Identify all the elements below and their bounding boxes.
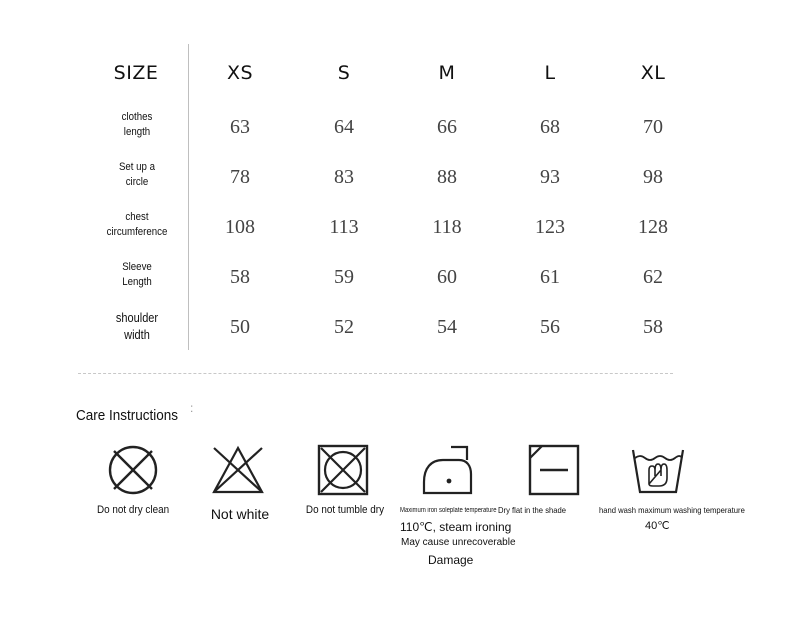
dry-flat-shade-icon [528, 444, 580, 496]
cell-value: 70 [643, 116, 663, 138]
cell-value: 50 [230, 316, 250, 338]
size-s-header: S [337, 62, 351, 84]
cell-value: 60 [437, 266, 457, 288]
iron-damage-label: Damage [428, 553, 474, 567]
no-tumble-dry-icon [317, 444, 369, 496]
iron-warning-label: May cause unrecoverable [401, 537, 516, 548]
section-divider [78, 373, 673, 374]
row-label: shoulder width [115, 311, 159, 342]
care-instructions-title: Care Instructions [76, 407, 179, 424]
dry-flat-shade-label: Dry flat in the shade [498, 505, 567, 515]
cell-value: 118 [432, 216, 462, 238]
hand-wash-icon [631, 446, 685, 496]
cell-value: 128 [638, 216, 668, 238]
table-row-shoulder-width [86, 310, 706, 350]
hand-wash-temp: 40℃ [645, 520, 670, 532]
iron-max-temp-label: Maximum iron soleplate temperature [400, 507, 497, 514]
size-m-header: M [438, 62, 456, 84]
iron-temp-label: 110℃, steam ironing [400, 520, 512, 534]
no-tumble-dry-label: Do not tumble dry [305, 504, 385, 516]
table-row-set-up-a-circle [86, 160, 706, 200]
cell-value: 54 [437, 316, 457, 338]
table-row-sleeve-length [86, 260, 706, 300]
care-title-dots: : [190, 401, 194, 415]
table-row-chest-circumference [86, 210, 706, 250]
cell-value: 58 [230, 266, 250, 288]
size-chart-table [86, 44, 706, 350]
cell-value: 66 [437, 116, 457, 138]
size-header: SIZE [113, 62, 159, 84]
cell-value: 63 [230, 116, 250, 138]
cell-value: 68 [540, 116, 560, 138]
cell-value: 123 [535, 216, 565, 238]
table-row-clothes-length [86, 110, 706, 150]
no-bleach-label: Not white [210, 506, 270, 522]
hand-wash-label: hand wash maximum washing temperature [599, 505, 745, 515]
cell-value: 52 [334, 316, 354, 338]
cell-value: 64 [334, 116, 354, 138]
cell-value: 78 [230, 166, 250, 188]
cell-value: 83 [334, 166, 354, 188]
no-dry-clean-label: Do not dry clean [97, 504, 170, 516]
no-dry-clean-icon [106, 443, 160, 497]
no-bleach-icon [211, 444, 265, 496]
size-xl-header: XL [640, 62, 666, 84]
size-l-header: L [544, 62, 556, 84]
cell-value: 113 [329, 216, 359, 238]
iron-icon [421, 444, 475, 496]
cell-value: 108 [225, 216, 255, 238]
row-label: Sleeve Length [122, 261, 152, 288]
row-label: Set up a circle [118, 161, 156, 188]
cell-value: 62 [643, 266, 663, 288]
size-xs-header: XS [226, 62, 254, 84]
cell-value: 93 [540, 166, 560, 188]
cell-value: 88 [437, 166, 457, 188]
row-label: chest circumference [106, 211, 168, 238]
cell-value: 58 [643, 316, 663, 338]
cell-value: 98 [643, 166, 663, 188]
cell-value: 59 [334, 266, 354, 288]
cell-value: 61 [540, 266, 560, 288]
cell-value: 56 [540, 316, 560, 338]
row-label: clothes length [121, 111, 153, 138]
